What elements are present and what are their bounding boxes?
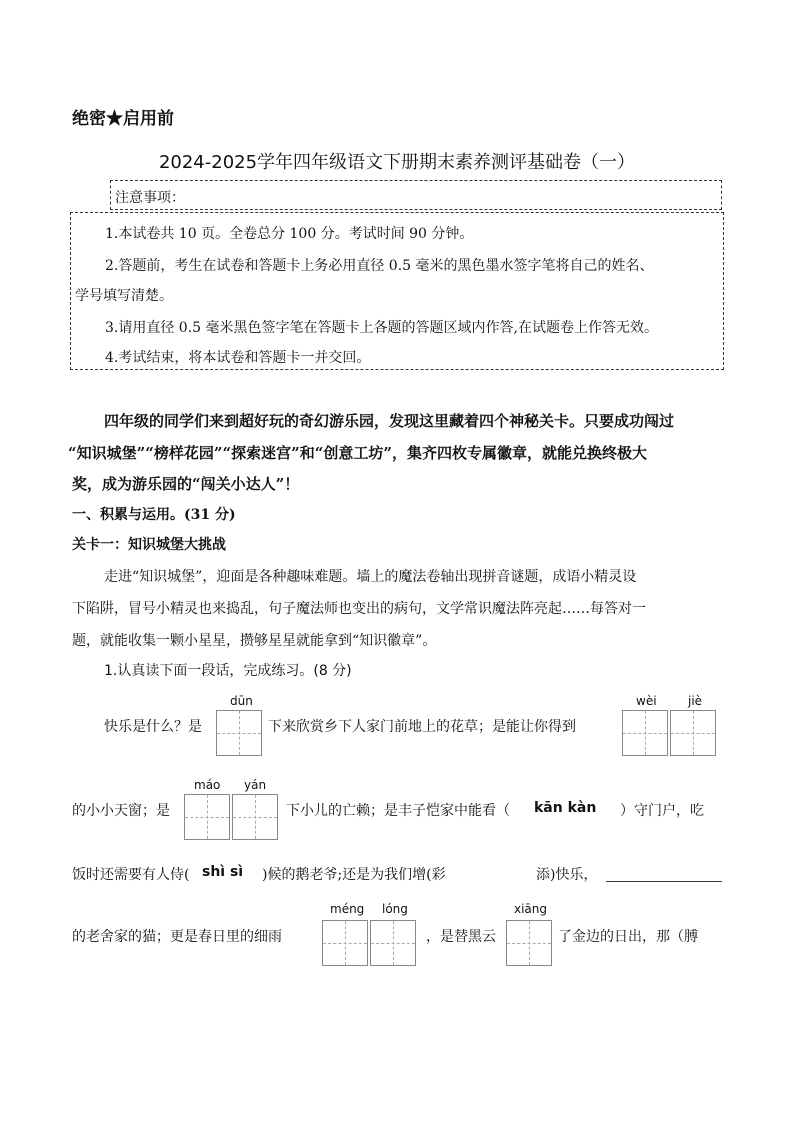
desc-line: 题，就能收集一颗小星星，攒够星星就能拿到“知识徽章”。 xyxy=(72,633,437,649)
pinyin-label: lóng xyxy=(382,902,408,916)
passage-text: ）守门户，吃 xyxy=(620,803,704,819)
writing-grid-box[interactable] xyxy=(370,920,416,966)
passage-text: 的小小天窗；是 xyxy=(72,803,170,819)
passage-text: 的老舍家的猫；更是春日里的细雨 xyxy=(72,929,282,945)
writing-grid-box[interactable] xyxy=(216,710,262,756)
notice-line: 学号填写清楚。 xyxy=(75,288,173,304)
passage-text: )候的鹅老爷;还是为我们增(彩 xyxy=(262,867,446,883)
notice-heading-box xyxy=(110,180,722,210)
pinyin-label: jiè xyxy=(688,694,703,708)
desc-line: 下陷阱，冒号小精灵也来捣乱，句子魔法师也变出的病句，文学常识魔法阵亮起……每答对一 xyxy=(72,601,646,617)
writing-grid-box[interactable] xyxy=(322,920,368,966)
answer-blank[interactable] xyxy=(606,880,722,882)
pinyin-label: xiāng xyxy=(514,902,548,916)
passage-text: 快乐是什么？是 xyxy=(104,719,202,735)
notice-line: 2.答题前，考生在试卷和答题卡上务必用直径 0.5 毫米的黑色墨水签字笔将自己的姓名、 xyxy=(105,258,654,274)
passage-text: 了金边的日出，那（膊 xyxy=(558,929,698,945)
question-prompt: 1.认真读下面一段话，完成练习。(8 分) xyxy=(104,663,352,679)
notice-line: 4.考试结束，将本试卷和答题卡一并交回。 xyxy=(105,350,371,366)
pronunciation-choice[interactable]: shì sì xyxy=(202,864,244,880)
writing-grid-box[interactable] xyxy=(184,794,230,840)
writing-grid-box[interactable] xyxy=(670,710,716,756)
passage-text: 饭时还需要有人侍( xyxy=(72,867,190,883)
notice-box xyxy=(70,212,724,370)
notice-line: 3.请用直径 0.5 毫米黑色签字笔在答题卡上各题的答题区域内作答,在试题卷上作答无效。 xyxy=(105,320,658,336)
intro-line: “知识城堡”“榜样花园”“探索迷宫”和“创意工坊”，集齐四枚专属徽章，就能兑换终极大 xyxy=(68,444,648,462)
pinyin-label: yán xyxy=(244,778,267,792)
writing-grid-box[interactable] xyxy=(506,920,552,966)
pinyin-label: wèi xyxy=(636,694,657,708)
pinyin-label: méng xyxy=(330,902,365,916)
intro-line: 奖，成为游乐园的“闯关小达人”！ xyxy=(72,475,300,493)
notice-line: 1.本试卷共 10 页。全卷总分 100 分。考试时间 90 分钟。 xyxy=(105,226,474,242)
section-heading: 一、积累与运用。(31 分) xyxy=(72,507,236,523)
notice-heading: 注意事项： xyxy=(115,190,185,206)
intro-line: 四年级的同学们来到超好玩的奇幻游乐园，发现这里藏着四个神秘关卡。只要成功闯过 xyxy=(104,412,675,430)
passage-text: ，是替黑云 xyxy=(426,929,496,945)
level-title: 关卡一：知识城堡大挑战 xyxy=(72,537,226,553)
passage-text: 下小儿的亡赖；是丰子恺家中能看（ xyxy=(286,803,510,819)
passage-text: 下来欣赏乡下人家门前地上的花草；是能让你得到 xyxy=(268,719,576,735)
pinyin-label: máo xyxy=(194,778,221,792)
writing-grid-box[interactable] xyxy=(232,794,278,840)
pinyin-label: dūn xyxy=(230,694,253,708)
pronunciation-choice[interactable]: kān kàn xyxy=(534,800,597,816)
page-title: 2024-2025学年四年级语文下册期末素养测评基础卷（一） xyxy=(158,152,636,173)
secret-label: 绝密★启用前 xyxy=(72,109,174,129)
writing-grid-box[interactable] xyxy=(622,710,668,756)
passage-text: 添)快乐， xyxy=(536,867,598,883)
desc-line: 走进“知识城堡”，迎面是各种趣味难题。墙上的魔法卷轴出现拼音谜题，成语小精灵设 xyxy=(104,569,637,585)
